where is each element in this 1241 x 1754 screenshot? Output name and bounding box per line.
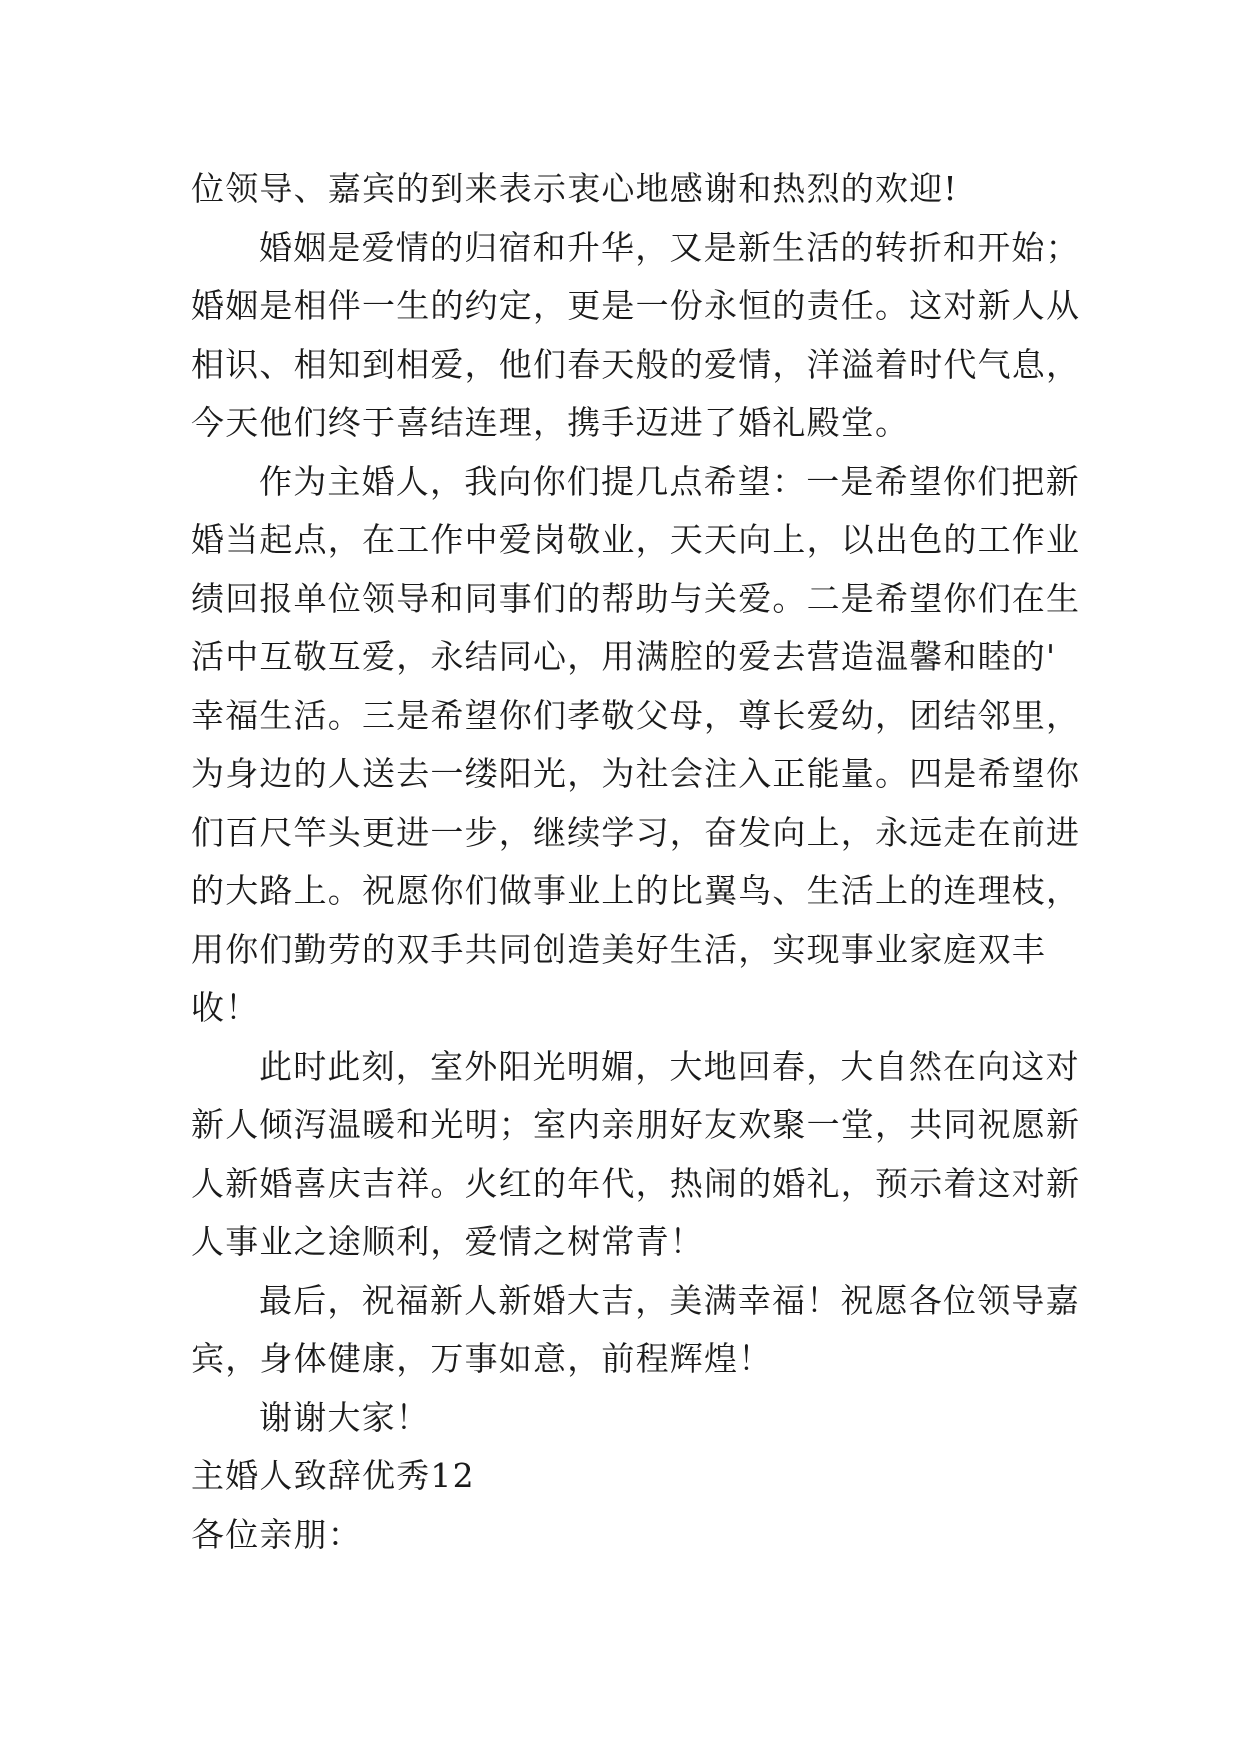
text-line: 新人倾泻温暖和光明；室内亲朋好友欢聚一堂，共同祝愿新 — [191, 1105, 1081, 1144]
text-line: 相识、相知到相爱，他们春天般的爱情，洋溢着时代气息， — [191, 344, 1081, 384]
text-line: 绩回报单位领导和同事们的帮助与关爱。二是希望你们在生 — [191, 578, 1081, 618]
text-line: 主婚人致辞优秀12 — [191, 1456, 475, 1495]
text-line: 宾，身体健康，万事如意，前程辉煌！ — [191, 1339, 773, 1378]
text-line: 今天他们终于喜结连理，携手迈进了婚礼殿堂。 — [191, 403, 910, 442]
text-line: 们百尺竿头更进一步，继续学习，奋发向上，永远走在前进 — [191, 812, 1081, 852]
text-line: 为身边的人送去一缕阳光，为社会注入正能量。四是希望你 — [191, 754, 1081, 793]
text-line: 幸福生活。三是希望你们孝敬父母，尊长爱幼，团结邻里， — [191, 695, 1081, 735]
text-line: 各位亲朋： — [191, 1514, 362, 1554]
text-line: 作为主婚人，我向你们提几点希望：一是希望你们把新 — [259, 461, 1080, 501]
text-line: 婚姻是相伴一生的约定，更是一份永恒的责任。这对新人从 — [191, 286, 1081, 325]
document-body — [191, 160, 1081, 1564]
text-line: 此时此刻，室外阳光明媚，大地回春，大自然在向这对 — [259, 1046, 1080, 1086]
text-line: 婚当起点，在工作中爱岗敬业，天天向上，以出色的工作业 — [191, 520, 1081, 559]
text-line: 活中互敬互爱，永结同心，用满腔的爱去营造温馨和睦的' — [191, 637, 1057, 676]
text-line: 收！ — [191, 988, 260, 1027]
text-line: 人新婚喜庆吉祥。火红的年代，热闹的婚礼，预示着这对新 — [191, 1163, 1081, 1203]
text-line: 最后，祝福新人新婚大吉，美满幸福！祝愿各位领导嘉 — [259, 1280, 1080, 1320]
text-line: 用你们勤劳的双手共同创造美好生活，实现事业家庭双丰 — [191, 929, 1046, 969]
text-line: 婚姻是爱情的归宿和升华，又是新生活的转折和开始； — [259, 227, 1080, 267]
text-line: 位领导、嘉宾的到来表示衷心地感谢和热烈的欢迎! — [191, 169, 958, 208]
text-line: 谢谢大家！ — [259, 1397, 430, 1437]
text-line: 人事业之途顺利，爱情之树常青！ — [191, 1222, 704, 1261]
text-line: 的大路上。祝愿你们做事业上的比翼鸟、生活上的连理枝， — [191, 871, 1081, 910]
